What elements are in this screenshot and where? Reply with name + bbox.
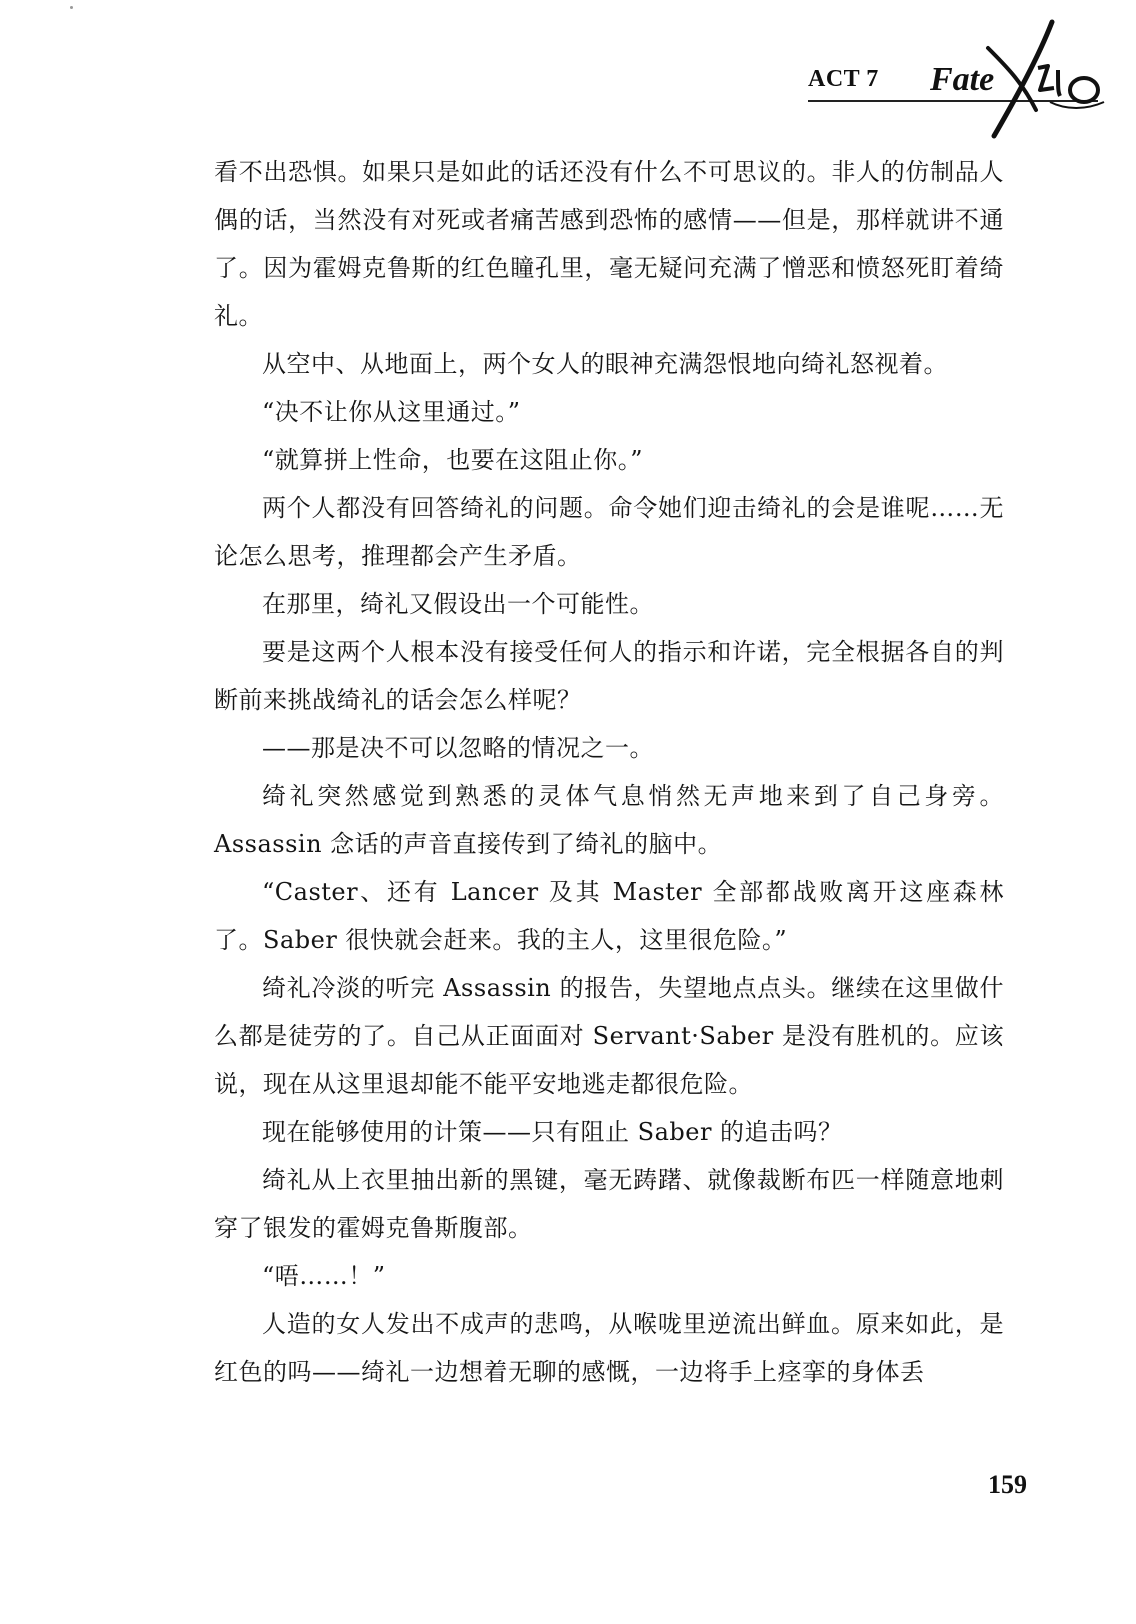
scan-speck [70,6,73,9]
paragraph: 人造的女人发出不成声的悲鸣，从喉咙里逆流出鲜血。原来如此，是红色的吗——绮礼一边想着无聊的感慨，一边将手上痉挛的身体丢 [214,1310,1004,1386]
paragraph: 看不出恐惧。如果只是如此的话还没有什么不可思议的。非人的仿制品人偶的话，当然没有对死或者痛苦感到恐怖的感情——但是，那样就讲不通了。因为霍姆克鲁斯的红色瞳孔里，毫无疑问充满了憎恶和愤怒死盯着绮礼。 [214,158,1004,330]
fate-zero-logo [926,18,1106,148]
paragraph: “就算拼上性命，也要在这阻止你。” [262,446,644,474]
running-header [808,60,1108,150]
paragraph: “决不让你从这里通过。” [262,398,521,426]
page-number: 159 [988,1470,1027,1499]
svg-text:Fate: Fate [930,61,995,98]
paragraph: “Caster、还有 Lancer 及其 Master 全部都战败离开这座森林了。Saber 很快就会赶来。我的主人，这里很危险。” [214,878,1004,954]
paragraph: 在那里，绮礼又假设出一个可能性。 [262,590,654,618]
act-label: ACT 7 [808,66,879,92]
paragraph: 要是这两个人根本没有接受任何人的指示和许诺，完全根据各自的判断前来挑战绮礼的话会怎么样呢？ [214,638,1004,714]
paragraph: 两个人都没有回答绮礼的问题。命令她们迎击绮礼的会是谁呢……无论怎么思考，推理都会产生矛盾。 [214,494,1004,570]
paragraph: 从空中、从地面上，两个女人的眼神充满怨恨地向绮礼怒视着。 [262,350,948,378]
paragraph: 现在能够使用的计策——只有阻止 Saber 的追击吗？ [262,1118,843,1146]
paragraph: 绮礼从上衣里抽出新的黑键，毫无踌躇、就像裁断布匹一样随意地刺穿了银发的霍姆克鲁斯腹部。 [214,1166,1004,1242]
paragraph: “唔……！” [262,1262,386,1290]
paragraph: 绮礼冷淡的听完 Assassin 的报告，失望地点点头。继续在这里做什么都是徒劳的了。自己从正面面对 Servant·Saber 是没有胜机的。应该说，现在从这里退却能不能平安地逃走都很危险。 [214,974,1004,1098]
paragraph: ——那是决不可以忽略的情况之一。 [262,734,654,762]
paragraph: 绮礼突然感觉到熟悉的灵体气息悄然无声地来到了自己身旁。Assassin 念话的声音直接传到了绮礼的脑中。 [214,782,1004,858]
body-text [214,148,1004,1396]
